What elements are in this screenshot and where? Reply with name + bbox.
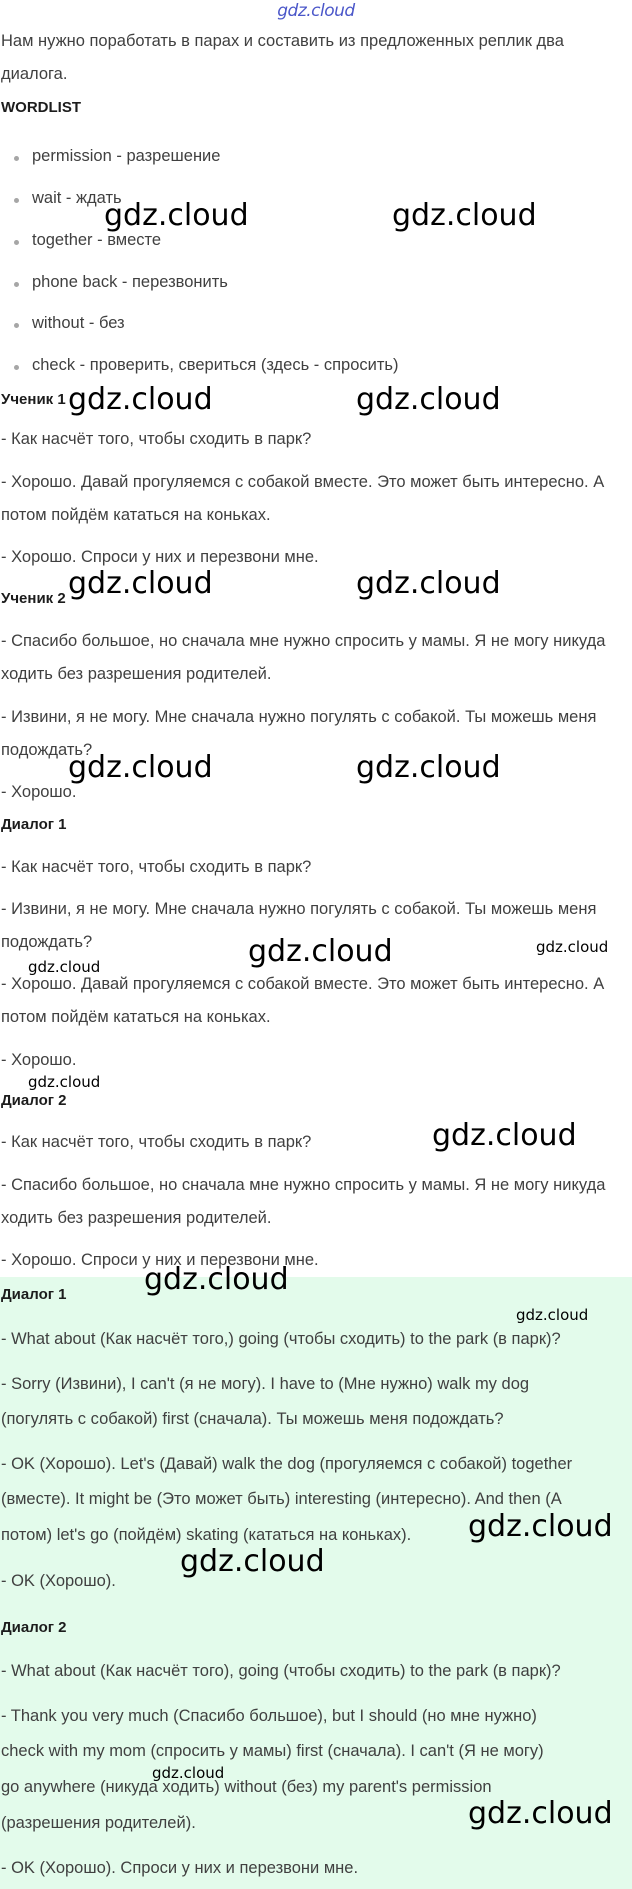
wordlist-item: without - без xyxy=(32,314,125,332)
answer1-line: (вместе). It might be (Это может быть) interesting (интересно). And then (А xyxy=(1,1490,562,1508)
answer1-line: (погулять с собакой) first (сначала). Ты можешь меня подождать? xyxy=(1,1410,504,1428)
answer1-line: - OK (Хорошо). Let's (Давай) walk the dog (прогуляемся с собакой) together xyxy=(1,1455,573,1473)
dialog1-line: потом пойдём кататься на коньках. xyxy=(1,1008,271,1026)
student1-title: Ученик 1 xyxy=(1,391,66,408)
watermark: gdz.cloud xyxy=(152,1764,225,1782)
dialog1-line: - Хорошо. xyxy=(1,1051,77,1069)
student1-line: - Хорошо. Спроси у них и перезвони мне. xyxy=(1,548,319,566)
answer2-line: check with my mom (спросить у мамы) first (сначала). I can't (Я не могу) xyxy=(1,1742,544,1760)
watermark: gdz.cloud xyxy=(468,1796,613,1831)
wordlist-item: phone back - перезвонить xyxy=(32,273,228,291)
header-watermark: gdz.cloud xyxy=(277,1,355,21)
student2-title: Ученик 2 xyxy=(1,590,66,607)
dialog1-line: - Как насчёт того, чтобы сходить в парк? xyxy=(1,858,312,876)
watermark: gdz.cloud xyxy=(68,750,213,785)
answer2-line: - What about (Как насчёт того), going (чтобы сходить) to the park (в парк)? xyxy=(1,1662,561,1680)
watermark: gdz.cloud xyxy=(104,198,249,233)
student2-line: ходить без разрешения родителей. xyxy=(1,665,272,683)
watermark: gdz.cloud xyxy=(28,1073,101,1091)
bullet-icon xyxy=(14,282,19,287)
dialog2-line: ходить без разрешения родителей. xyxy=(1,1209,272,1227)
student2-line: - Извини, я не могу. Мне сначала нужно погулять с собакой. Ты можешь меня xyxy=(1,708,597,726)
bullet-icon xyxy=(14,365,19,370)
dialog1-line: - Хорошо. Давай прогуляемся с собакой вместе. Это может быть интересно. А xyxy=(1,975,605,993)
dialog2-line: - Хорошо. Спроси у них и перезвони мне. xyxy=(1,1251,319,1269)
bullet-icon xyxy=(14,323,19,328)
watermark: gdz.cloud xyxy=(392,198,537,233)
watermark: gdz.cloud xyxy=(248,934,393,969)
watermark: gdz.cloud xyxy=(144,1262,289,1297)
student2-line: - Спасибо большое, но сначала мне нужно спросить у мамы. Я не могу никуда xyxy=(1,632,606,650)
student2-line: подождать? xyxy=(1,741,93,759)
dialog2-line: - Спасибо большое, но сначала мне нужно спросить у мамы. Я не могу никуда xyxy=(1,1176,606,1194)
dialog2-title: Диалог 2 xyxy=(1,1092,67,1109)
answer1-line: - Sorry (Извини), I can't (я не могу). I have to (Мне нужно) walk my dog xyxy=(1,1375,530,1393)
dialog1-line: - Извини, я не могу. Мне сначала нужно погулять с собакой. Ты можешь меня xyxy=(1,900,597,918)
watermark: gdz.cloud xyxy=(432,1118,577,1153)
student1-line: - Как насчёт того, чтобы сходить в парк? xyxy=(1,430,312,448)
answer2-title: Диалог 2 xyxy=(1,1619,67,1636)
bullet-icon xyxy=(14,240,19,245)
wordlist-item: wait - ждать xyxy=(32,189,122,207)
intro-line: диалога. xyxy=(1,65,68,83)
wordlist-item: permission - разрешение xyxy=(32,147,221,165)
watermark: gdz.cloud xyxy=(180,1544,325,1579)
student2-line: - Хорошо. xyxy=(1,783,77,801)
dialog1-line: подождать? xyxy=(1,933,93,951)
dialog2-line: - Как насчёт того, чтобы сходить в парк? xyxy=(1,1133,312,1151)
wordlist-title: WORDLIST xyxy=(1,99,81,116)
bullet-icon xyxy=(14,156,19,161)
wordlist-item: check - проверить, свериться (здесь - спросить) xyxy=(32,356,399,374)
answer1-line: - What about (Как насчёт того,) going (чтобы сходить) to the park (в парк)? xyxy=(1,1330,561,1348)
wordlist-item: together - вместе xyxy=(32,231,162,249)
watermark: gdz.cloud xyxy=(356,566,501,601)
watermark: gdz.cloud xyxy=(28,958,101,976)
student1-line: потом пойдём кататься на коньках. xyxy=(1,506,271,524)
watermark: gdz.cloud xyxy=(68,382,213,417)
watermark: gdz.cloud xyxy=(68,566,213,601)
answer1-line: - OK (Хорошо). xyxy=(1,1572,116,1590)
answer2-line: - Thank you very much (Спасибо большое), but I should (но мне нужно) xyxy=(1,1707,537,1725)
dialog1-title: Диалог 1 xyxy=(1,816,67,833)
student1-line: - Хорошо. Давай прогуляемся с собакой вместе. Это может быть интересно. А xyxy=(1,473,605,491)
answer1-line: потом) let's go (пойдём) skating (кататься на коньках). xyxy=(1,1526,412,1544)
watermark: gdz.cloud xyxy=(536,938,609,956)
watermark: gdz.cloud xyxy=(356,750,501,785)
answer1-title: Диалог 1 xyxy=(1,1286,67,1303)
watermark: gdz.cloud xyxy=(468,1509,613,1544)
watermark: gdz.cloud xyxy=(356,382,501,417)
answer2-line: (разрешения родителей). xyxy=(1,1814,196,1832)
watermark: gdz.cloud xyxy=(516,1306,589,1324)
answer2-line: go anywhere (никуда ходить) without (без) my parent's permission xyxy=(1,1778,492,1796)
intro-line: Нам нужно поработать в парах и составить из предложенных реплик два xyxy=(1,32,564,50)
answer2-line: - OK (Хорошо). Спроси у них и перезвони мне. xyxy=(1,1859,359,1877)
bullet-icon xyxy=(14,198,19,203)
